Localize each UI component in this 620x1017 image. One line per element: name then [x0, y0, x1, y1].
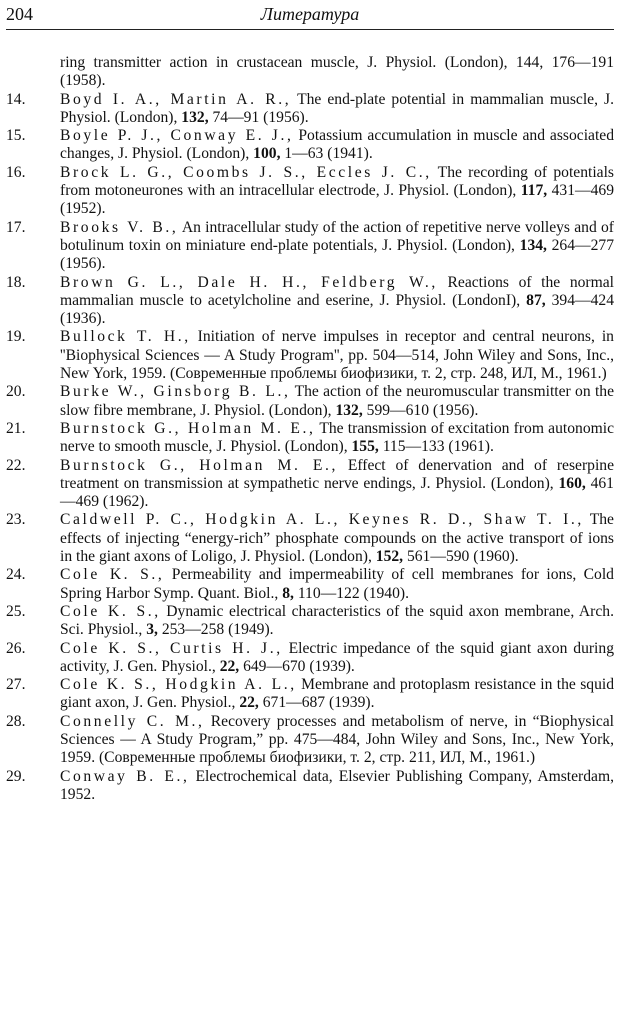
reference-number: 17. — [6, 218, 26, 236]
reference-text-tail: 599—610 (1956). — [362, 401, 479, 419]
reference-text-tail: 394—424 (1936). — [60, 291, 615, 328]
reference-text: Dynamic electrical characteristics of the squid axon membrane, Arch. Sci. Physiol., — [60, 602, 614, 639]
reference-entries — [6, 91, 614, 805]
reference-number: 23. — [6, 511, 26, 529]
reference-volume: 22, — [219, 657, 240, 675]
reference-authors: Bullock T. H., — [60, 328, 191, 346]
reference-volume: 22, — [239, 694, 259, 712]
reference-number: 26. — [6, 639, 26, 657]
reference-text: The effects of injecting “energy-rich” phosphate compounds on the active transport of ions in the giant axons of Loligo, J. Physiol. (London), — [60, 511, 614, 566]
reference-volume: 134, — [519, 236, 547, 254]
reference-number: 27. — [6, 676, 26, 694]
reference-entry — [6, 219, 614, 274]
reference-text-tail: 561—590 (1960). — [403, 548, 519, 566]
reference-entry — [6, 768, 614, 805]
reference-entry — [6, 127, 614, 164]
reference-entry — [6, 511, 614, 566]
reference-authors: Burnstock G., Holman M. E., — [60, 419, 316, 437]
reference-number: 21. — [6, 419, 26, 437]
reference-text-tail: 461—469 (1962). — [60, 474, 614, 511]
reference-number: 14. — [6, 90, 26, 108]
reference-text-tail: 74—91 (1956). — [208, 108, 309, 126]
reference-continuation — [6, 54, 614, 91]
reference-volume: 144 — [515, 54, 540, 71]
reference-text-tail: 264—277 (1956). — [60, 236, 614, 273]
reference-volume: 155, — [351, 438, 379, 456]
reference-volume: 132, — [181, 108, 209, 126]
reference-authors: Cole K. S., — [60, 602, 161, 620]
reference-text: The transmission of excitation from autonomic nerve to smooth muscle, J. Physiol. (London), — [60, 419, 614, 456]
reference-text: The action of the neuromuscular transmitter on the slow fibre membrane, J. Physiol. (London), — [60, 383, 615, 419]
reference-volume: 160, — [558, 474, 586, 492]
reference-number: 25. — [6, 602, 26, 620]
reference-text: The end-plate potential in mammalian muscle, J. Physiol. (London), — [60, 90, 614, 126]
reference-number: 19. — [6, 328, 26, 346]
reference-text-tail: 253—258 (1949). — [157, 621, 274, 639]
reference-authors: Conway B. E., — [60, 767, 190, 785]
reference-number: 29. — [6, 767, 26, 785]
reference-text: Electric impedance of the squid giant axon during activity, J. Gen. Physiol., — [60, 639, 614, 675]
reference-entry — [6, 164, 614, 219]
reference-text: The recording of potentials from motoneurones with an intracellular electrode, J. Physiol. (London), — [60, 163, 614, 200]
reference-volume: 3, — [146, 621, 158, 639]
reference-text: Electrochemical data, Elsevier Publishing Company, Amsterdam, 1952. — [60, 767, 614, 803]
reference-text: Recovery processes and metabolism of nerve, in “Biophysical Sciences — A Study Program,” pp. 475—484, John Wiley and Sons, Inc., New York, 1959. (Современные проблемы биофизики, т. 2, стр. 211, ИЛ, М., 1961.) — [60, 712, 614, 767]
reference-text: ring transmitter action in crustacean muscle, J. Physiol. (London), — [60, 54, 516, 71]
reference-volume: 117, — [520, 182, 548, 200]
reference-number: 15. — [6, 127, 26, 145]
reference-entry — [6, 713, 614, 768]
reference-text: Reactions of the normal mammalian muscle to acetylcholine and eserine, J. Physiol. (LondonI), — [60, 273, 614, 309]
reference-volume: 152, — [375, 548, 404, 566]
reference-number: 22. — [6, 456, 26, 474]
reference-number: 18. — [6, 273, 26, 291]
reference-authors: Boyd I. A., Martin A. R., — [60, 90, 292, 108]
reference-authors: Burke W., Ginsborg B. L., — [60, 383, 291, 401]
reference-text-tail: 110—122 (1940). — [293, 584, 409, 602]
reference-entry — [6, 383, 614, 420]
reference-text: Potassium accumulation in muscle and associated changes, J. Physiol. (London), — [60, 127, 615, 163]
reference-text: Initiation of nerve impulses in receptor and central neurons, in ''Biophysical Sciences — A Study Program'', pp. 504—514, John Wiley and Sons, Inc., New York, 1959. (Современные проблемы биофизики, т. 2, стр. 248, ИЛ, М., 1961.) — [60, 328, 614, 383]
reference-entry — [6, 274, 614, 329]
reference-text-tail: 649—670 (1939). — [239, 657, 355, 675]
reference-authors: Brooks V. B., — [60, 218, 179, 236]
reference-number: 20. — [6, 383, 26, 401]
reference-number: 28. — [6, 712, 26, 730]
reference-text-tail: , 176—191 (1958). — [60, 54, 614, 90]
page-number: 204 — [6, 4, 33, 24]
reference-authors: Cole K. S., Hodgkin A. L., — [60, 676, 297, 694]
reference-authors: Cole K. S., — [60, 566, 165, 584]
reference-text-tail: 431—469 (1952). — [60, 182, 614, 218]
reference-text: An intracellular study of the action of repetitive nerve volleys and of botulinum toxin on miniature end-plate potentials, J. Physiol. (London), — [60, 218, 614, 254]
reference-entry — [6, 457, 614, 512]
reference-volume: 8, — [282, 584, 294, 602]
reference-entry — [6, 603, 614, 640]
reference-authors: Burnstock G., Holman M. E., — [60, 456, 338, 474]
reference-number: 16. — [6, 163, 26, 181]
reference-volume: 87, — [526, 291, 546, 309]
reference-text-tail: 671—687 (1939). — [258, 694, 375, 712]
reference-authors: Cole K. S., Curtis H. J., — [60, 639, 283, 657]
reference-authors: Caldwell P. C., Hodgkin A. L., Keynes R. D., Shaw T. I., — [60, 511, 584, 529]
reference-number: 24. — [6, 566, 26, 584]
reference-entry — [6, 676, 614, 713]
reference-entry — [6, 328, 614, 383]
reference-entry — [6, 91, 614, 128]
reference-text: Effect of denervation and of reserpine treatment on transmission at sympathetic nerve endings, J. Physiol. (London), — [60, 456, 614, 492]
reference-volume: 100, — [253, 145, 281, 163]
page-header — [6, 2, 614, 32]
running-title: Литература — [260, 4, 360, 24]
reference-list — [6, 54, 614, 804]
reference-authors: Boyle P. J., Conway E. J., — [60, 127, 294, 145]
reference-authors: Brock L. G., Coombs J. S., Eccles J. C., — [60, 163, 432, 181]
header-rule — [6, 29, 614, 30]
reference-text: Permeability and impermeability of cell membranes for ions, Cold Spring Harbor Symp. Quant. Biol., — [60, 566, 614, 602]
reference-authors: Brown G. L., Dale H. H., Feldberg W., — [60, 273, 438, 291]
reference-text: Membrane and protoplasm resistance in the squid giant axon, J. Gen. Physiol., — [60, 676, 614, 712]
reference-volume: 132, — [335, 401, 363, 419]
reference-entry — [6, 566, 614, 603]
reference-entry — [6, 420, 614, 457]
reference-entry — [6, 640, 614, 677]
reference-text-tail: 1—63 (1941). — [280, 145, 373, 163]
reference-text-tail: 115—133 (1961). — [378, 438, 494, 456]
reference-authors: Connelly C. M., — [60, 712, 205, 730]
